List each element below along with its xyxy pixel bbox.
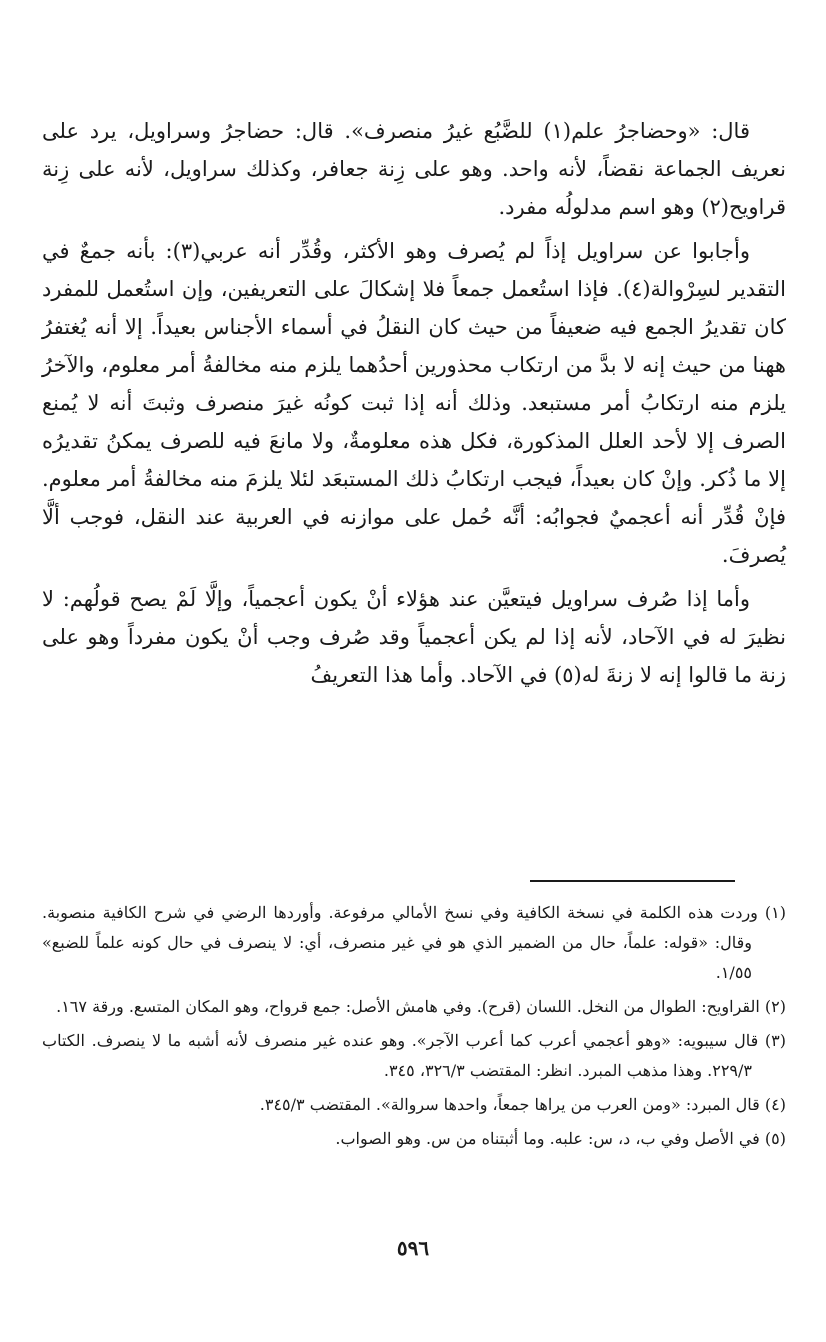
paragraph: وأما إذا صُرف سراويل فيتعيَّن عند هؤلاء أنْ يكون أعجمياً، وإلَّا لَمْ يصح قولُهم: لا نظيرَ له في الآحاد، لأنه إذا لم يكن أعجمياً وقد صُرف وجب أنْ يكون مفرداً وهو على زنة ما قالوا إنه لا زنةَ له(٥) في الآحاد. وأما هذا التعريفُ [42, 587, 786, 687]
paragraph: وأجابوا عن سراويل إذاً لم يُصرف وهو الأكثر، وقُدِّر أنه عربي(٣): بأنه جمعٌ في التقدير لسِرْوالة(٤). فإذا استُعمل جمعاً فلا إشكالَ على التعريفين، وإن استُعمل للمفرد كان تقديرُ الجمع فيه ضعيفاً من حيث كان النقلُ في أسماء الأجناس بعيداً. إلا أنه يُغتفرُ ههنا من حيث إنه لا بدَّ من ارتكاب محذورين أحدُهما يلزم منه مخالفةُ أمر معلوم، والآخرُ يلزم منه ارتكابُ أمر مستبعد. وذلك أنه إذا ثبت كونُه غيرَ منصرف وثبتَ أنه لا يُمنع الصرف إلا لأحد العلل المذكورة، فكل هذه معلومةٌ، ولا مانعَ فيه للصرف يمكنُ تقديرُه إلا ما ذُكر. وإنْ كان بعيداً، فيجب ارتكابُ ذلك المستبعَد لئلا يلزمَ منه مخالفةُ أمر معلوم. فإنْ قُدِّر أنه أعجميٌ فجوابُه: أنَّه حُمل على موازنه في العربية عند النقل، فوجب ألَّا يُصرفَ. [42, 239, 787, 567]
page-number: ٥٩٦ [396, 1236, 430, 1260]
footnote-separator [530, 880, 735, 882]
footnote: (٢) القراويح: الطوال من النخل. اللسان (قرح). وفي هامش الأصل: جمع قرواح، وهو المكان المتسع. ورقة ١٦٧. [56, 997, 786, 1016]
footnotes [42, 898, 786, 1158]
paragraph: قال: «وحضاجرُ علم(١) للضَّبُع غيرُ منصرف». قال: حضاجرُ وسراويل، يرد على نعريف الجماعة نقضاً، لأنه واحد. وهو على زِنة جعافر، وكذلك سراويل، لأنه على زِنة قراويح(٢) وهو اسم مدلولُه مفرد. [42, 119, 786, 219]
footnote: (٥) في الأصل وفي ب، د، س: علبه. وما أثبتناه من س. وهو الصواب. [335, 1129, 786, 1148]
footnote: (٣) قال سيبويه: «وهو أعجمي أعرب كما أعرب الآجر». وهو عنده غير منصرف لأنه أشبه ما لا ينصرف. الكتاب ٢٢٩/٣. وهذا مذهب المبرد. انظر: المقتضب ٣٢٦/٣، ٣٤٥. [42, 1031, 787, 1080]
footnote: (٤) قال المبرد: «ومن العرب من يراها جمعاً، واحدها سروالة». المقتضب ٣٤٥/٣. [259, 1095, 786, 1114]
footnote: (١) وردت هذه الكلمة في نسخة الكافية وفي نسخ الأمالي مرفوعة. وأوردها الرضي في شرح الكافية منصوبة. وقال: «قوله: علماً، حال من الضمير الذي هو في غير منصرف، أي: لا ينصرف في حال كونه علماً للضبع» ١/٥٥. [42, 903, 786, 982]
main-text [42, 112, 786, 700]
